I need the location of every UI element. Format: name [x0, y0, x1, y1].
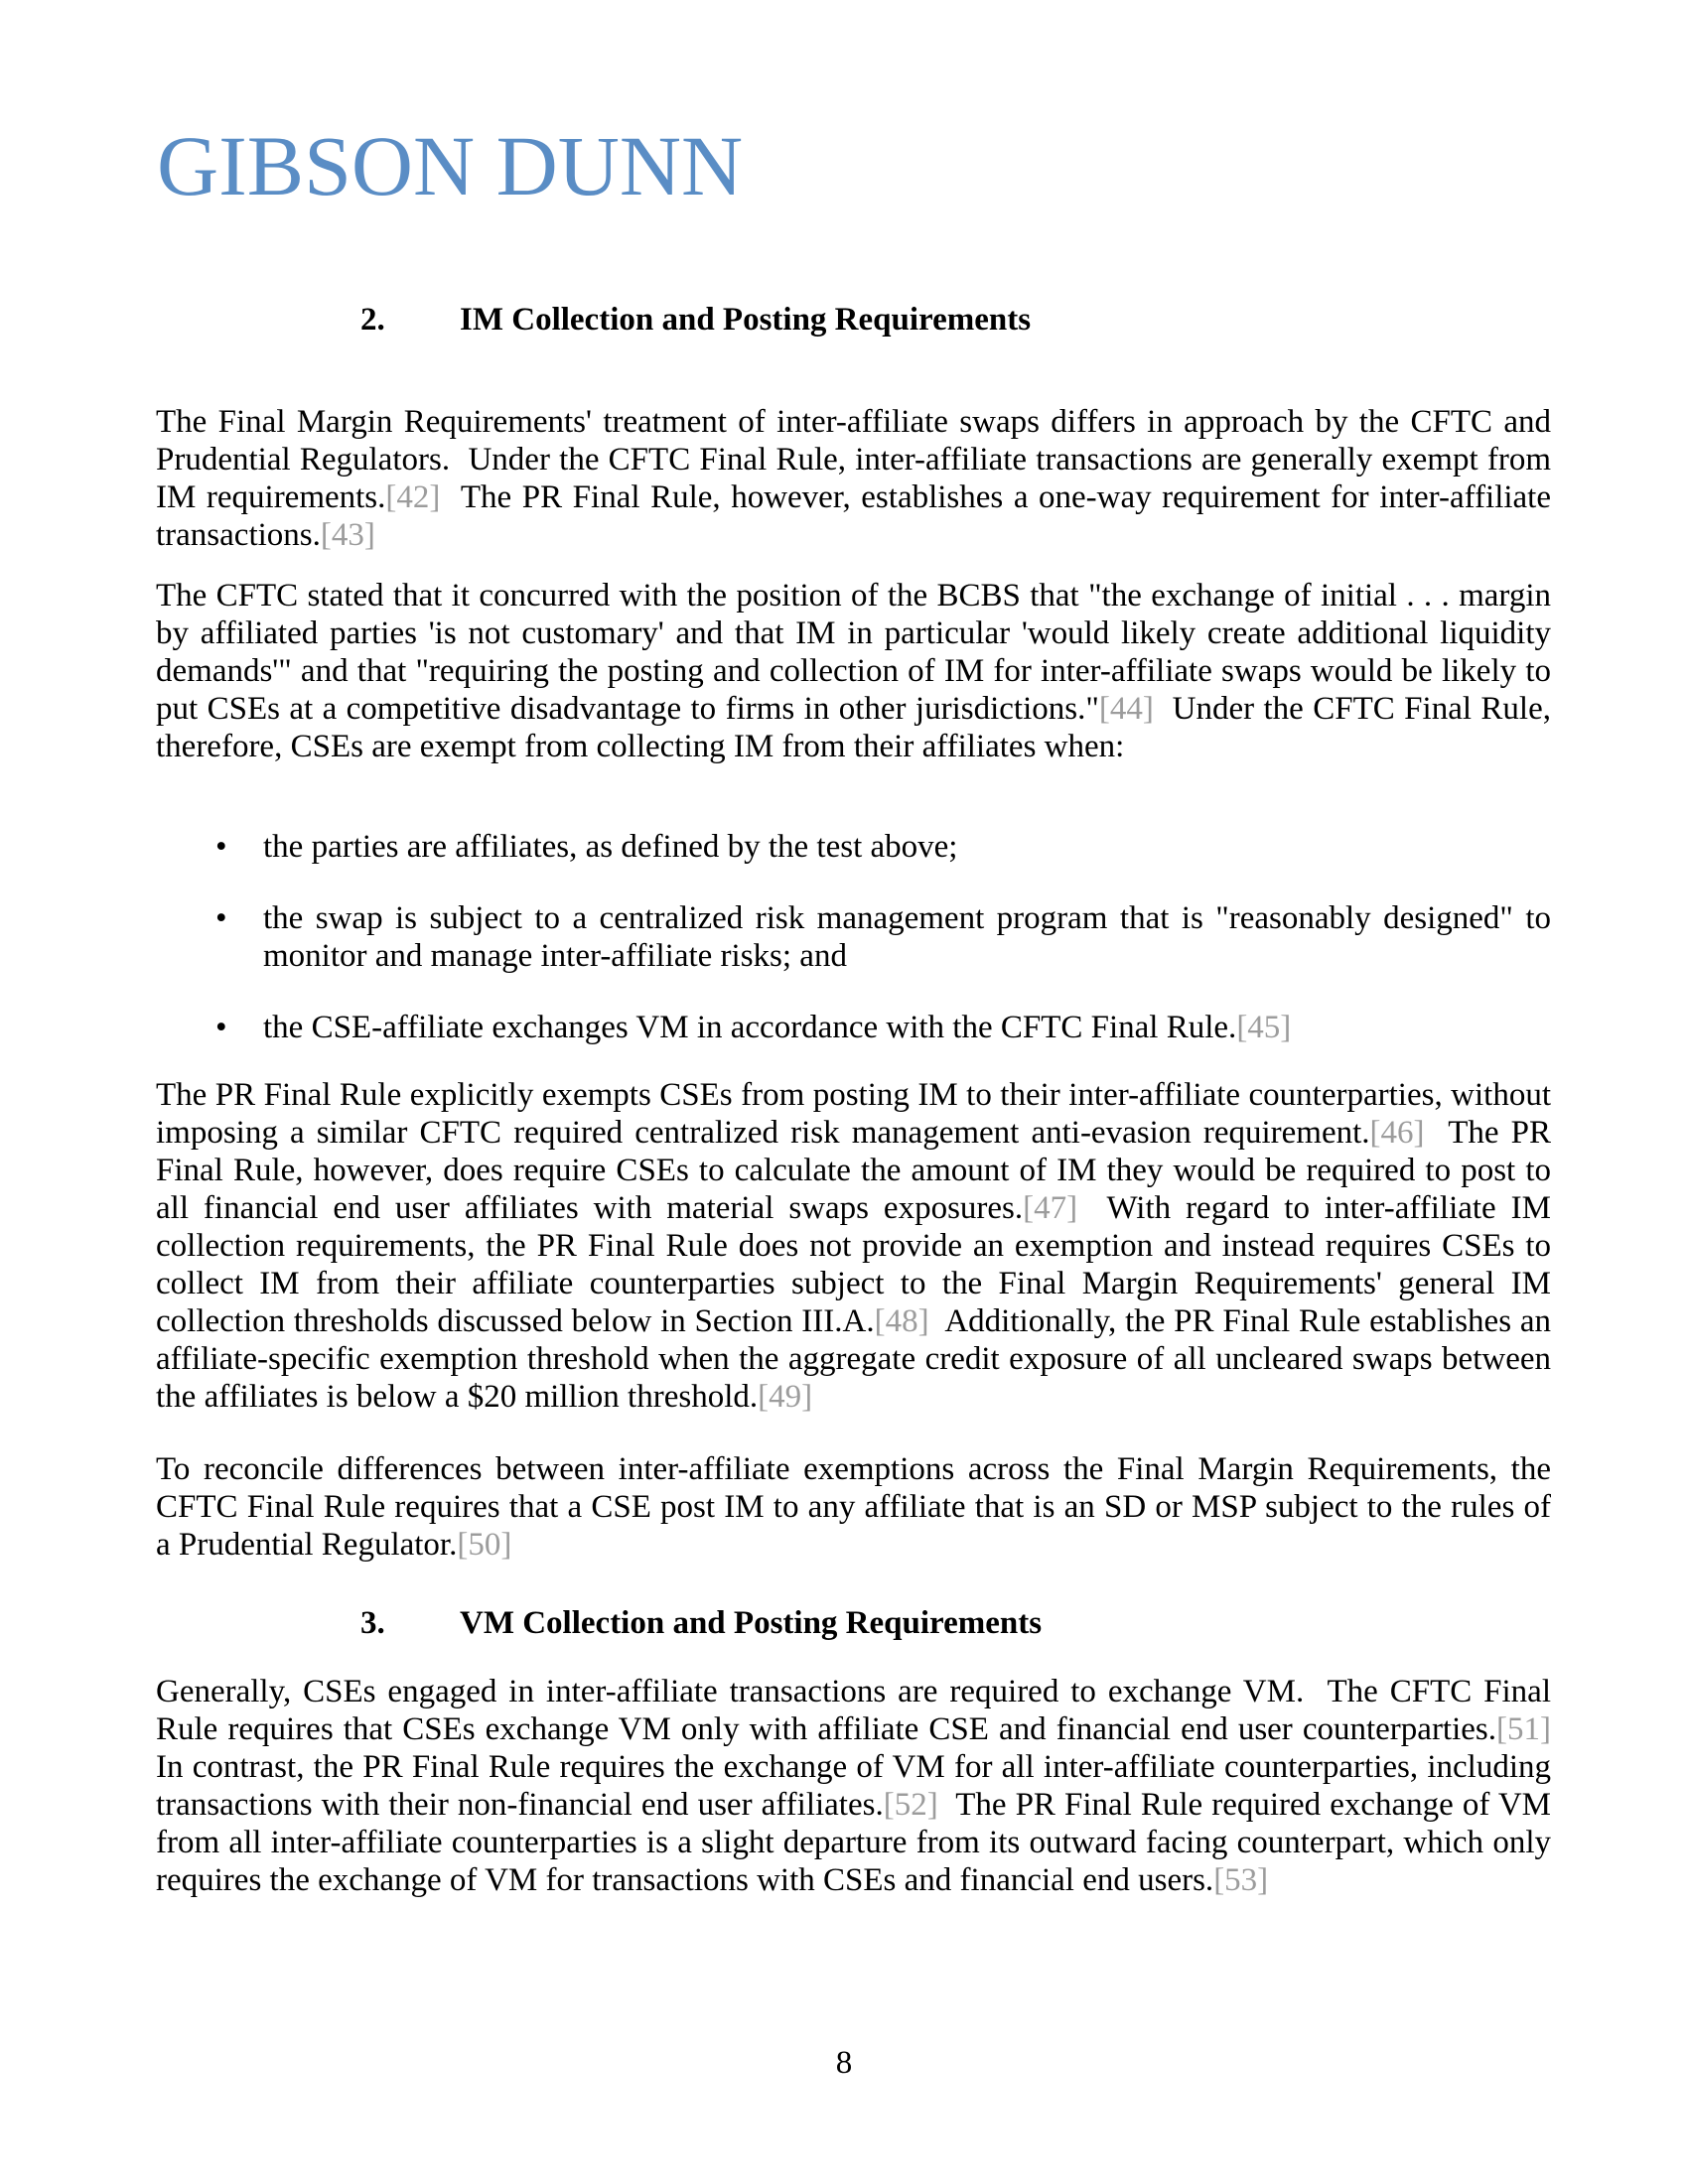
- footnote-ref[interactable]: [42]: [385, 479, 441, 515]
- footnote-ref[interactable]: [45]: [1236, 1010, 1292, 1045]
- footnote-ref[interactable]: [46]: [1369, 1115, 1425, 1151]
- text-run: Additionally, the PR Final Rule establishes an affiliate-specific exemption threshold when the aggregate credit exposure of all uncleared swaps between the affiliates is below a $20 million threshold.: [156, 1303, 1560, 1415]
- text-run: Generally, CSEs engaged in inter-affiliate transactions are required to exchange VM. The CFTC Final Rule requires that CSEs exchange VM only with affiliate CSE and financial end user counterparties.: [156, 1674, 1560, 1747]
- section-heading-3: [156, 1604, 1551, 1642]
- section-heading-2: [156, 301, 1551, 339]
- paragraph: [156, 1076, 1560, 1416]
- text-run: The CFTC stated that it concurred with the position of the BCBS that "the exchange of initial . . . margin by affiliated parties 'is not customary' and that IM in particular 'would likely create additional liquidity demands'" and that "requiring the posting and collection of IM for inter-affiliate swaps would be likely to put CSEs at a competitive disadvantage to firms in other jurisdictions.": [156, 578, 1560, 727]
- text-run: In contrast, the PR Final Rule requires the exchange of VM for all inter-affiliate counterparties, including transactions with their non-financial end user affiliates.: [156, 1711, 1568, 1823]
- text-run: With regard to inter-affiliate IM collection requirements, the PR Final Rule does not provide an exemption and instead requires CSEs to collect IM from their affiliate counterparties subject to the Final Margin Requirements' general IM collection thresholds discussed below in Section III.A.: [156, 1190, 1560, 1339]
- bullet-item: [156, 1009, 1551, 1046]
- paragraph: [156, 577, 1560, 765]
- bullet-text: [263, 828, 1551, 866]
- bullet-item: [156, 899, 1560, 975]
- section-number: 2.: [360, 302, 385, 338]
- footnote-ref[interactable]: [50]: [457, 1527, 512, 1563]
- text-run: To reconcile differences between inter-affiliate exemptions across the Final Margin Requirements, the CFTC Final Rule requires that a CSE post IM to any affiliate that is an SD or MSP subject to the rules of a Prudential Regulator.: [156, 1451, 1560, 1563]
- bullet-text: [263, 1009, 1551, 1046]
- footnote-ref[interactable]: [52]: [883, 1787, 938, 1823]
- text-run: The PR Final Rule explicitly exempts CSEs from posting IM to their inter-affiliate counterparties, without imposing a similar CFTC required centralized risk management anti-evasion requirement.: [156, 1077, 1560, 1151]
- text-run: The PR Final Rule required exchange of VM from all inter-affiliate counterparties is a slight departure from its outward facing counterpart, which only requires the exchange of VM for transactions with CSEs and financial end users.: [156, 1787, 1560, 1898]
- gibson-dunn-logo: GIBSON DUNN: [157, 118, 744, 213]
- bullet-icon: •: [215, 900, 227, 936]
- bullet-text: [263, 899, 1560, 975]
- footnote-ref[interactable]: [43]: [320, 517, 375, 553]
- section-number: 3.: [360, 1605, 385, 1641]
- text-run: the CSE-affiliate exchanges VM in accordance with the CFTC Final Rule.: [263, 1010, 1237, 1045]
- footnote-ref[interactable]: [53]: [1213, 1862, 1269, 1898]
- bullet-item: [156, 828, 1551, 866]
- footnote-ref[interactable]: [51]: [1496, 1711, 1551, 1747]
- text-run: The PR Final Rule, however, establishes a one-way requirement for inter-affiliate transactions.: [156, 479, 1560, 553]
- text-run: The PR Final Rule, however, does require CSEs to calculate the amount of IM they would be required to post to all financial end user affiliates with material swaps exposures.: [156, 1115, 1560, 1226]
- paragraph: [156, 1450, 1560, 1564]
- bullet-icon: •: [215, 1010, 227, 1045]
- footnote-ref[interactable]: [48]: [874, 1303, 929, 1339]
- paragraph: [156, 403, 1560, 554]
- section-title: VM Collection and Posting Requirements: [460, 1605, 1043, 1641]
- footnote-ref[interactable]: [49]: [758, 1379, 813, 1415]
- text-run: The Final Margin Requirements' treatment of inter-affiliate swaps differs in approach by the CFTC and Prudential Regulators. Under the CFTC Final Rule, inter-affiliate transactions are generally exempt from IM requirements.: [156, 404, 1560, 515]
- section-title: IM Collection and Posting Requirements: [460, 302, 1032, 338]
- page-number: 8: [835, 2045, 853, 2081]
- text-run: Under the CFTC Final Rule, therefore, CSEs are exempt from collecting IM from their affiliates when:: [156, 691, 1560, 764]
- text-run: the parties are affiliates, as defined by the test above;: [263, 829, 958, 865]
- text-run: the swap is subject to a centralized risk management program that is "reasonably designed" to monitor and manage inter-affiliate risks; and: [263, 900, 1560, 974]
- bullet-icon: •: [215, 829, 227, 865]
- footnote-ref[interactable]: [44]: [1098, 691, 1154, 727]
- footnote-ref[interactable]: [47]: [1023, 1190, 1078, 1226]
- paragraph: [156, 1673, 1568, 1899]
